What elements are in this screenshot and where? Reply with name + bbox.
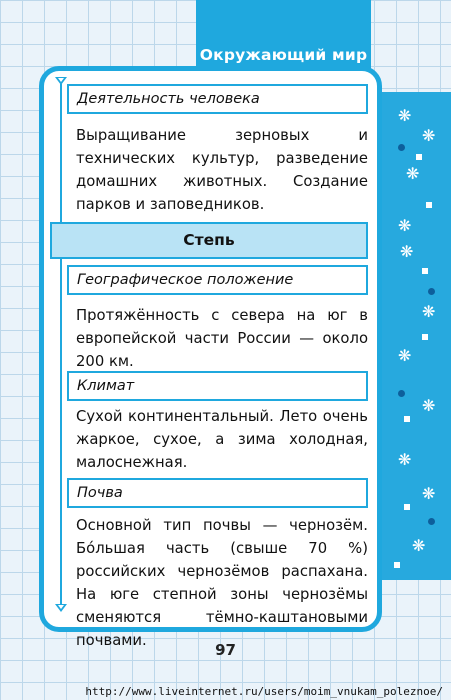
square-icon — [404, 416, 410, 422]
dot-icon — [398, 144, 405, 151]
guide-line — [60, 84, 62, 605]
snowflake-icon: ❋ — [398, 106, 412, 125]
page-number: 97 — [215, 641, 236, 659]
arrow-down-icon — [55, 604, 67, 612]
snowflake-icon: ❋ — [422, 484, 436, 503]
snowflake-icon: ❋ — [412, 536, 426, 555]
snowflake-icon: ❋ — [422, 396, 436, 415]
snowflake-icon: ❋ — [398, 216, 412, 235]
text-soil: Основной тип почвы — чернозём. Бóльшая часть (свыше 70 %) российских чернозёмов распахана. На юге степной зоны чернозёмы сменяются тёмно-каштановыми почвами. — [76, 517, 368, 649]
square-icon — [422, 268, 428, 274]
square-icon — [394, 562, 400, 568]
label-climate: Климат — [67, 371, 368, 401]
decorative-strip — [382, 92, 451, 580]
dot-icon — [428, 518, 435, 525]
snowflake-icon: ❋ — [400, 242, 414, 261]
snowflake-icon: ❋ — [398, 346, 412, 365]
square-icon — [416, 154, 422, 160]
snowflake-icon: ❋ — [398, 450, 412, 469]
subject-title: Окружающий мир — [199, 46, 368, 64]
square-icon — [426, 202, 432, 208]
text-human-activity: Выращивание зерновых и технических культур, разведение домашних животных. Создание парков и заповедников. — [76, 127, 368, 213]
snowflake-icon: ❋ — [406, 164, 420, 183]
square-icon — [422, 334, 428, 340]
label-geo-position: Географическое положение — [67, 265, 368, 295]
text-climate: Сухой континентальный. Лето очень жаркое, сухое, а зима холодная, малоснежная. — [76, 408, 368, 471]
dot-icon — [428, 288, 435, 295]
text-geo-position: Протяжённость с севера на юг в европейской части России — около 200 км. — [76, 307, 368, 370]
dot-icon — [398, 390, 405, 397]
arrow-down-icon — [55, 77, 67, 85]
snowflake-icon: ❋ — [422, 126, 436, 145]
section-steppe-title: Степь — [50, 222, 368, 259]
square-icon — [404, 504, 410, 510]
snowflake-icon: ❋ — [422, 302, 436, 321]
watermark-url: http://www.liveinternet.ru/users/moim_vnukam_poleznoe/ — [85, 685, 443, 698]
label-soil: Почва — [67, 478, 368, 508]
label-human-activity: Деятельность человека — [67, 84, 368, 114]
